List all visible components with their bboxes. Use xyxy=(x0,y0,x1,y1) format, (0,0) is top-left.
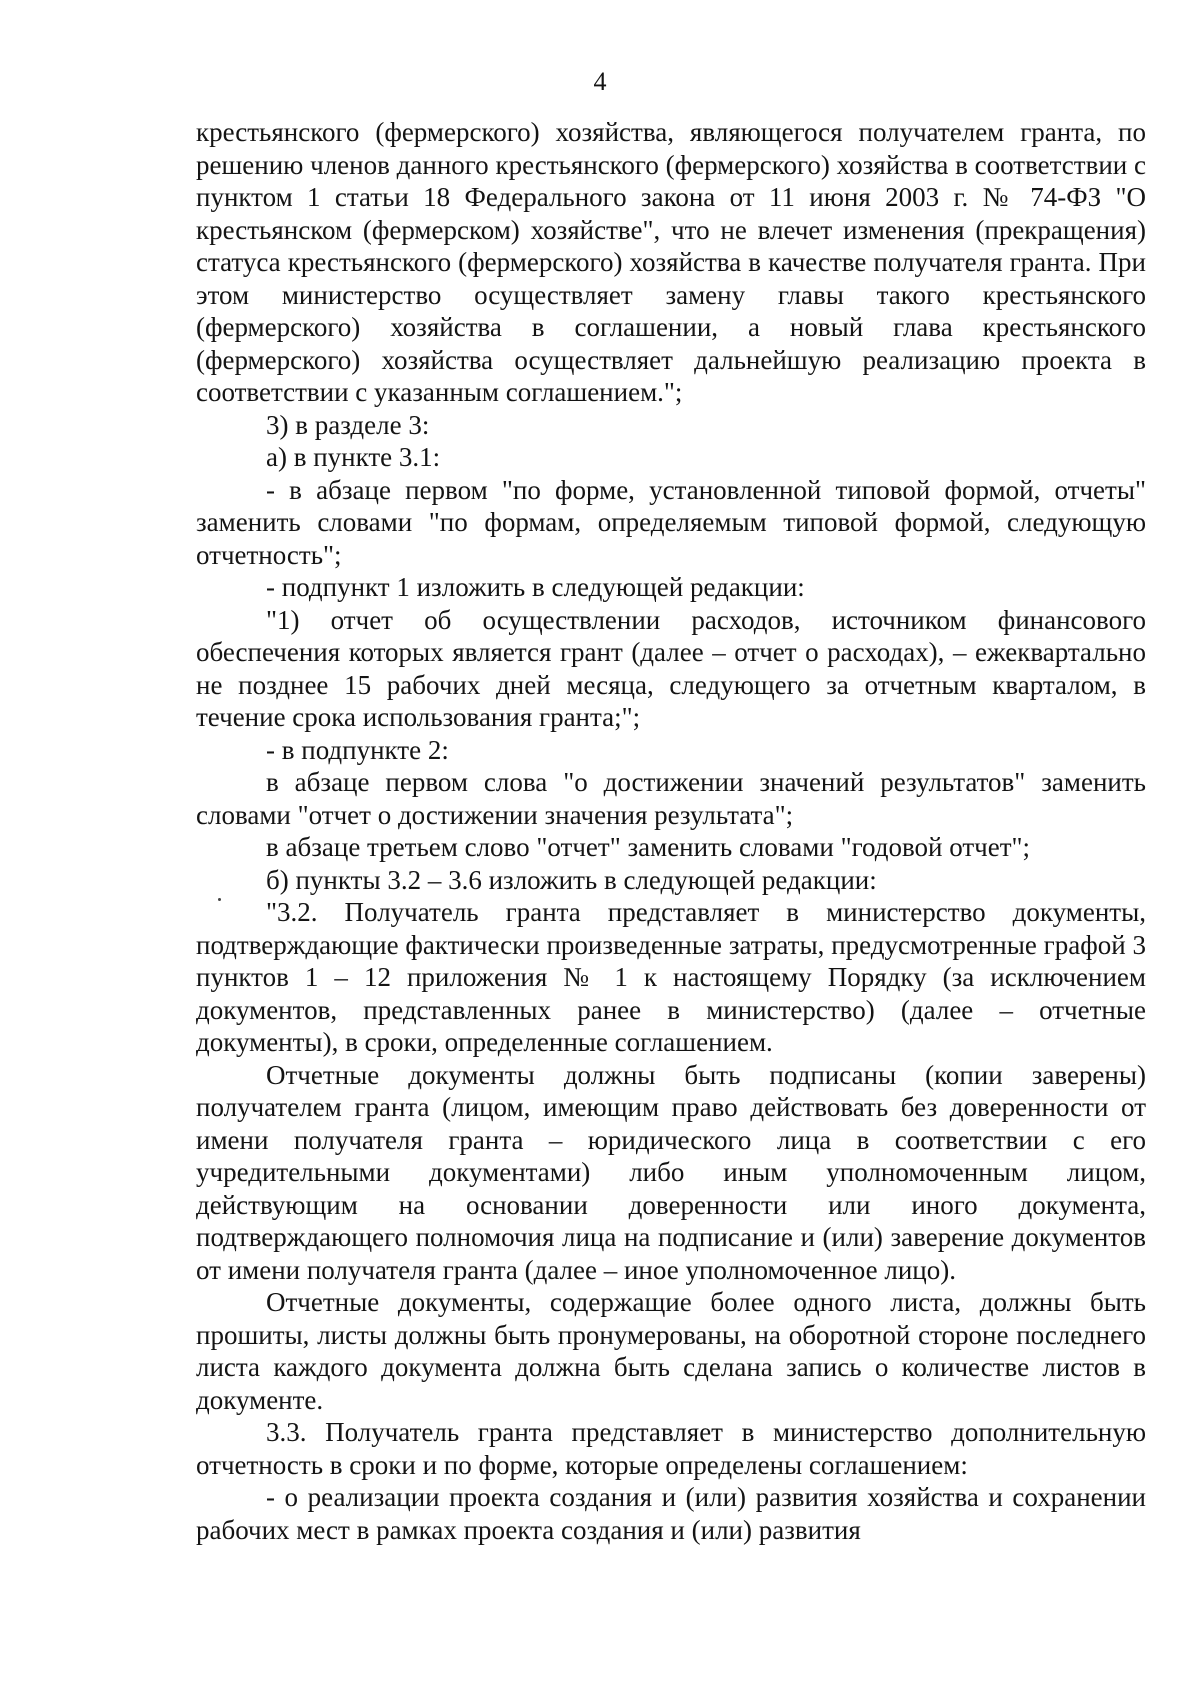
paragraph-item-3-1: а) в пункте 3.1: xyxy=(266,442,441,472)
paragraph-section-3: 3) в разделе 3: xyxy=(266,409,430,440)
document-body xyxy=(196,116,1146,1546)
paragraph-3-2: "3.2. Получатель гранта представляет в министерство документы, подтверждающие фактически произведенные затраты, предусмотренные графой 3 пунктов 1 – 12 приложения № 1 к настоящему Порядку (за исключением документов, представленных ранее в министерство) (далее – отчетные документы), в сроки, определенные соглашением. xyxy=(196,897,1146,1057)
paragraph-result-report: в абзаце первом слова "о достижении значений результатов" заменить словами "отчет о достижении значения результата"; xyxy=(196,767,1146,830)
paragraph-subitem-1: - подпункт 1 изложить в следующей редакции: xyxy=(266,572,805,602)
paragraph-annual-report: в абзаце третьем слово "отчет" заменить словами "годовой отчет"; xyxy=(266,832,1031,862)
page-number: 4 xyxy=(593,67,607,96)
paragraph-items-3-2-3-6: б) пункты 3.2 – 3.6 изложить в следующей редакции: xyxy=(266,864,877,895)
paragraph-expense-report: "1) отчет об осуществлении расходов, источником финансового обеспечения которых является грант (далее – отчет о расходах), – ежеквартально не позднее 15 рабочих дней месяца, следующего за отчетным кварталом, в течение срока использования гранта;"; xyxy=(196,604,1146,732)
paragraph-first-abzac: - в абзаце первом "по форме, установленной типовой формой, отчеты" заменить словами "по формам, определяемым типовой формой, следующую отчетность"; xyxy=(196,474,1146,570)
paragraph-3-3: 3.3. Получатель гранта представляет в министерство дополнительную отчетность в сроки и по форме, которые определены соглашением: xyxy=(196,1417,1146,1480)
paragraph-continuation: крестьянского (фермерского) хозяйства, являющегося получателем гранта, по решению членов данного крестьянского (фермерского) хозяйства в соответствии с пунктом 1 статьи 18 Федерального закона от 11 июня 2003 г. № 74-ФЗ "О крестьянском (фермерском) хозяйстве", что не влечет изменения (прекращения) статуса крестьянского (фермерского) хозяйства в качестве получателя гранта. При этом министерство осуществляет замену главы такого крестьянского (фермерского) хозяйства в соглашении, а новый глава крестьянского (фермерского) хозяйства осуществляет дальнейшую реализацию проекта в соответствии с указанным соглашением."; xyxy=(196,117,1146,407)
paragraph-project-implementation: - о реализации проекта создания и (или) развития хозяйства и сохранении рабочих мест в рамках проекта создания и (или) развития xyxy=(196,1482,1146,1545)
paragraph-subitem-2: - в подпункте 2: xyxy=(266,734,449,765)
paragraph-signing: Отчетные документы должны быть подписаны (копии заверены) получателем гранта (лицом, имеющим право действовать без доверенности от имени получателя гранта – юридического лица в соответствии с его учредительными документами) либо иным уполномоченным лицом, действующим на основании доверенности или иного документа, подтверждающего полномочия лица на подписание и (или) заверение документов от имени получателя гранта (далее – иное уполномоченное лицо). xyxy=(196,1059,1146,1285)
paragraph-binding: Отчетные документы, содержащие более одного листа, должны быть прошиты, листы должны быть пронумерованы, на оборотной стороне последнего листа каждого документа должна быть сделана запись о количестве листов в документе. xyxy=(196,1287,1146,1415)
